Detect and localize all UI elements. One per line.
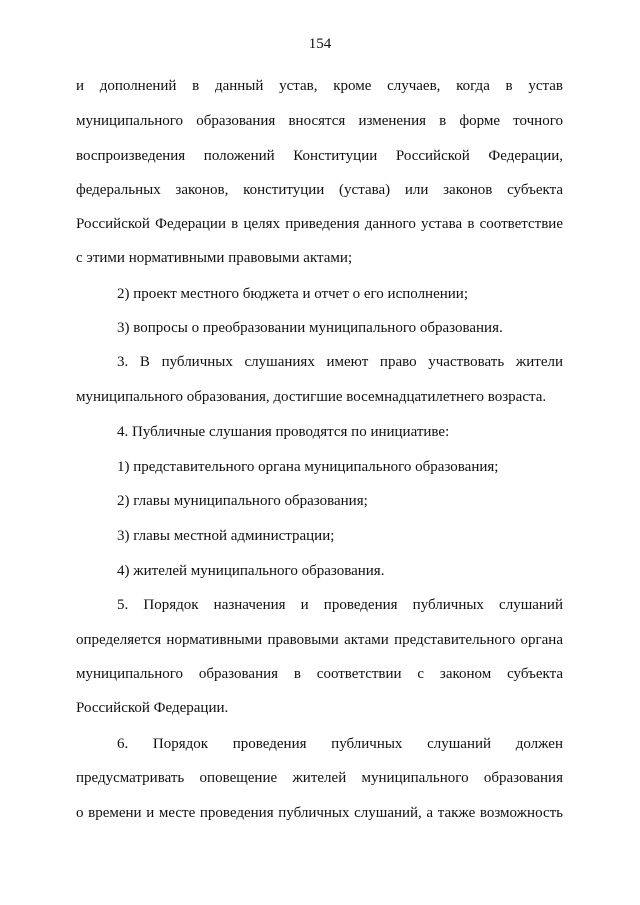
text-line: 1) представительного органа муниципального образования;	[117, 459, 499, 475]
text-line: муниципального образования в соответствии с законом субъекта	[76, 666, 563, 682]
page-number: 154	[308, 36, 332, 52]
text-line: 3) вопросы о преобразовании муниципального образования.	[117, 320, 503, 336]
text-line: Российской Федерации в целях приведения данного устава в соответствие	[76, 216, 563, 232]
text-line: 4) жителей муниципального образования.	[117, 563, 385, 579]
text-line: с этими нормативными правовыми актами;	[76, 250, 353, 266]
text-line: определяется нормативными правовыми актами представительного органа	[76, 632, 563, 648]
text-line: о времени и месте проведения публичных слушаний, а также возможность	[76, 805, 563, 821]
text-line: 2) проект местного бюджета и отчет о его исполнении;	[117, 286, 468, 302]
text-line: 6. Порядок проведения публичных слушаний должен	[117, 736, 563, 752]
text-line: 3) главы местной администрации;	[117, 528, 335, 544]
text-line: предусматривать оповещение жителей муниципального образования	[76, 770, 563, 786]
text-line: муниципального образования, достигшие восемнадцатилетнего возраста.	[76, 389, 547, 405]
text-line: и дополнений в данный устав, кроме случаев, когда в устав	[76, 78, 563, 94]
text-line: 5. Порядок назначения и проведения публичных слушаний	[117, 597, 563, 613]
text-line: воспроизведения положений Конституции Российской Федерации,	[76, 148, 563, 164]
text-line: 3. В публичных слушаниях имеют право участвовать жители	[117, 354, 563, 370]
text-line: 2) главы муниципального образования;	[117, 493, 368, 509]
text-line: 4. Публичные слушания проводятся по инициативе:	[117, 424, 450, 440]
text-line: муниципального образования вносятся изменения в форме точного	[76, 113, 563, 129]
text-line: Российской Федерации.	[76, 700, 229, 716]
text-line: федеральных законов, конституции (устава) или законов субъекта	[76, 182, 563, 198]
